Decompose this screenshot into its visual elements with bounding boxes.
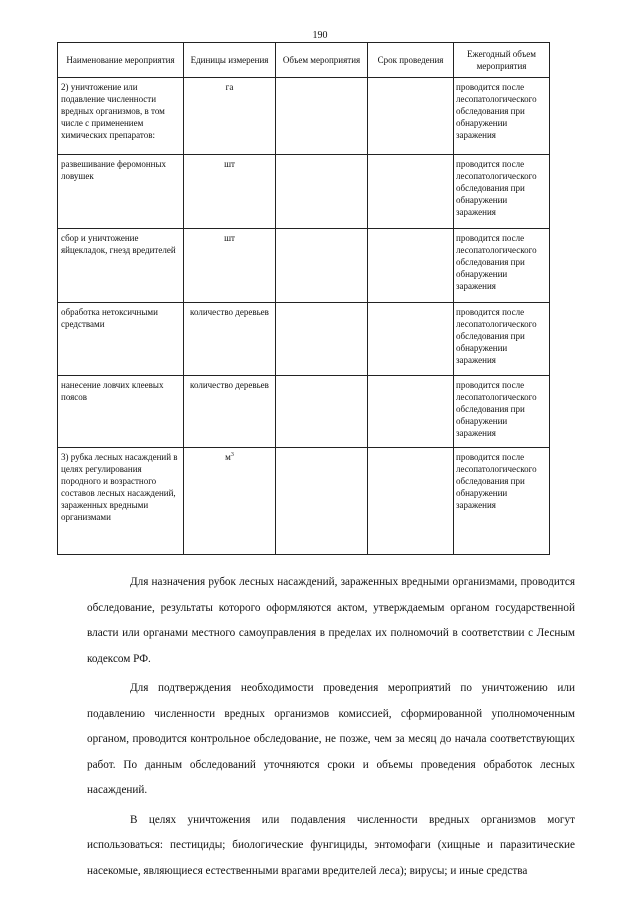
cell-term <box>368 303 454 376</box>
table-row <box>58 78 550 155</box>
table-header-row <box>58 43 550 78</box>
cell-unit <box>184 448 276 555</box>
paragraph: В целях уничтожения или подавления численности вредных организмов могут использоваться: пестициды; биологические фунгициды, энтомофаги (хищные и паразитические насекомые, являющиеся естественными врагами вредителей леса); вирусы; и иные средства <box>87 813 575 877</box>
cell-name: 3) рубка лесных насаждений в целях регулирования породного и возрастного составов лесных насаждений, зараженных вредными организмами <box>58 448 184 555</box>
cell-term <box>368 448 454 555</box>
page-number: 190 <box>312 30 328 41</box>
cell-volume <box>276 229 368 303</box>
cell-name: развешивание феромонных ловушек <box>58 155 184 229</box>
cell-volume <box>276 448 368 555</box>
measures-table <box>57 42 550 555</box>
cell-annual: проводится после лесопатологического обследования при обнаружении заражения <box>454 448 550 555</box>
cell-volume <box>276 376 368 448</box>
cell-volume <box>276 303 368 376</box>
cell-annual: проводится после лесопатологического обследования при обнаружении заражения <box>454 229 550 303</box>
cell-annual: проводится после лесопатологического обследования при обнаружении заражения <box>454 303 550 376</box>
cell-name: 2) уничтожение или подавление численности вредных организмов, в том числе с применением химических препаратов: <box>58 78 184 155</box>
cell-unit: га <box>184 78 276 155</box>
header-annual: Ежегодный объем мероприятия <box>454 43 550 78</box>
table-row <box>58 229 550 303</box>
header-volume: Объем мероприятия <box>276 43 368 78</box>
table-row <box>58 448 550 555</box>
unit-text: м <box>225 452 231 462</box>
paragraph: Для подтверждения необходимости проведения мероприятий по уничтожению или подавлению численности вредных организмов комиссией, сформированной уполномоченным органом, проводится контрольное обследование, не позже, чем за месяц до начала соответствующих работ. По данным обследований уточняются сроки и объемы проведения обработок лесных насаждений. <box>87 682 575 796</box>
table-row <box>58 376 550 448</box>
table-row <box>58 303 550 376</box>
cell-name: нанесение ловчих клеевых поясов <box>58 376 184 448</box>
cell-term <box>368 155 454 229</box>
cell-annual: проводится после лесопатологического обследования при обнаружении заражения <box>454 155 550 229</box>
cell-name: обработка нетоксичными средствами <box>58 303 184 376</box>
cell-annual: проводится после лесопатологического обследования при обнаружении заражения <box>454 78 550 155</box>
cell-name: сбор и уничтожение яйцекладок, гнезд вредителей <box>58 229 184 303</box>
cell-unit: количество деревьев <box>184 303 276 376</box>
paragraph: Для назначения рубок лесных насаждений, зараженных вредными организмами, проводится обследование, результаты которого оформляются актом, утверждаемым органом государственной власти или органами местного самоуправления в пределах их полномочий в соответствии с Лесным кодексом РФ. <box>87 576 575 665</box>
cell-term <box>368 78 454 155</box>
cell-unit: количество деревьев <box>184 376 276 448</box>
cell-unit: шт <box>184 229 276 303</box>
header-unit: Единицы измерения <box>184 43 276 78</box>
cell-annual: проводится после лесопатологического обследования при обнаружении заражения <box>454 376 550 448</box>
body-text <box>87 570 575 884</box>
header-term: Срок проведения <box>368 43 454 78</box>
cell-term <box>368 376 454 448</box>
unit-superscript: 3 <box>230 452 234 458</box>
cell-term <box>368 229 454 303</box>
cell-unit: шт <box>184 155 276 229</box>
table-row <box>58 155 550 229</box>
cell-volume <box>276 78 368 155</box>
header-name: Наименование мероприятия <box>58 43 184 78</box>
cell-volume <box>276 155 368 229</box>
